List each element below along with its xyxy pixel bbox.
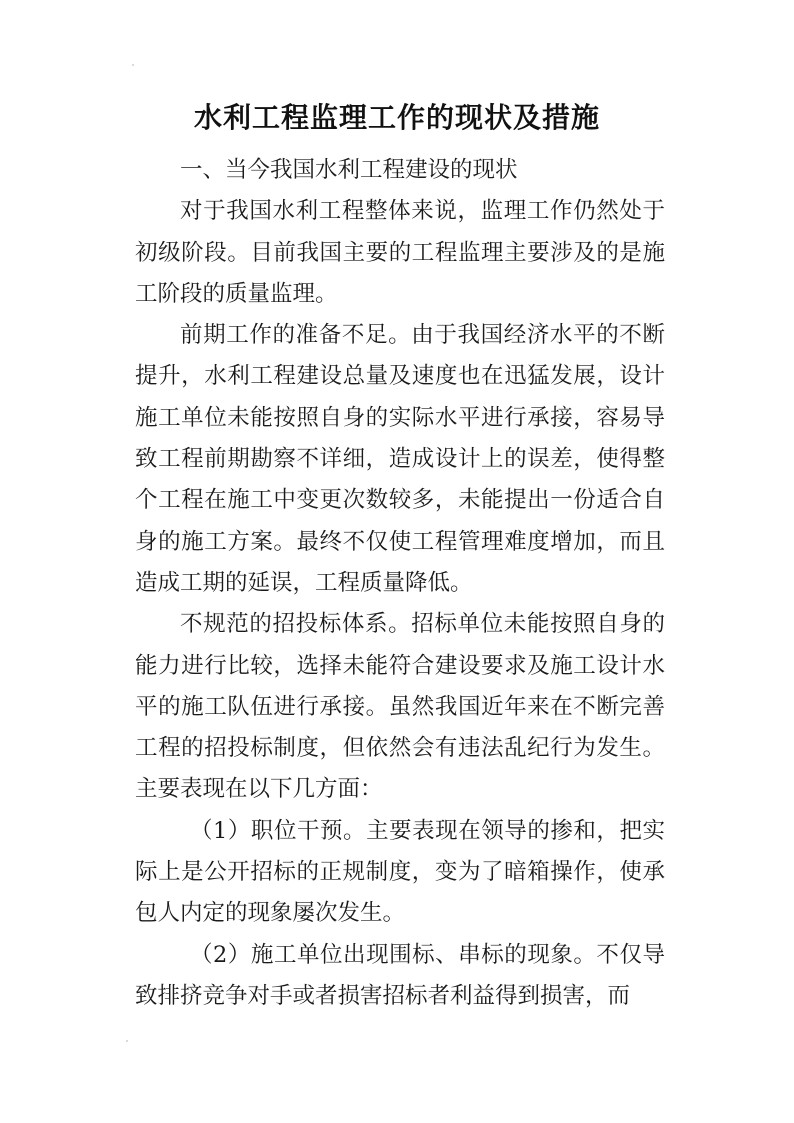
section-heading: 一、当今我国水利工程建设的现状 [180,157,518,183]
paragraph: 不规范的招投标体系。招标单位未能按照自身的能力进行比较，选择未能符合建设要求及施工设计水平的施工队伍进行承接。虽然我国近年来在不断完善工程的招投标制度，但依然会有违法乱纪行为发生。主要表现在以下几方面： [135,611,665,803]
paragraph: 对于我国水利工程整体来说，监理工作仍然处于初级阶段。目前我国主要的工程监理主要涉及的是施工阶段的质量监理。 [135,198,665,307]
list-item-paragraph: （2）施工单位出现围标、串标的现象。不仅导致排挤竞争对手或者损害招标者利益得到损害，而 [135,941,665,1009]
list-item-paragraph: （1）职位干预。主要表现在领导的掺和，把实际上是公开招标的正规制度，变为了暗箱操作，使承包人内定的现象屡次发生。 [135,817,665,927]
document-body [135,150,665,1017]
paragraph: 前期工作的准备不足。由于我国经济水平的不断提升，水利工程建设总量及速度也在迅猛发展，设计施工单位未能按照自身的实际水平进行承接，容易导致工程前期勘察不详细，造成设计上的误差，使得整个工程在施工中变更次数较多，未能提出一份适合自身的施工方案。最终不仅使工程管理难度增加，而且造成工期的延误，工程质量降低。 [135,322,665,596]
scan-speck [132,64,134,66]
document-title: 水利工程监理工作的现状及措施 [193,101,600,134]
scan-speck [126,1040,128,1042]
